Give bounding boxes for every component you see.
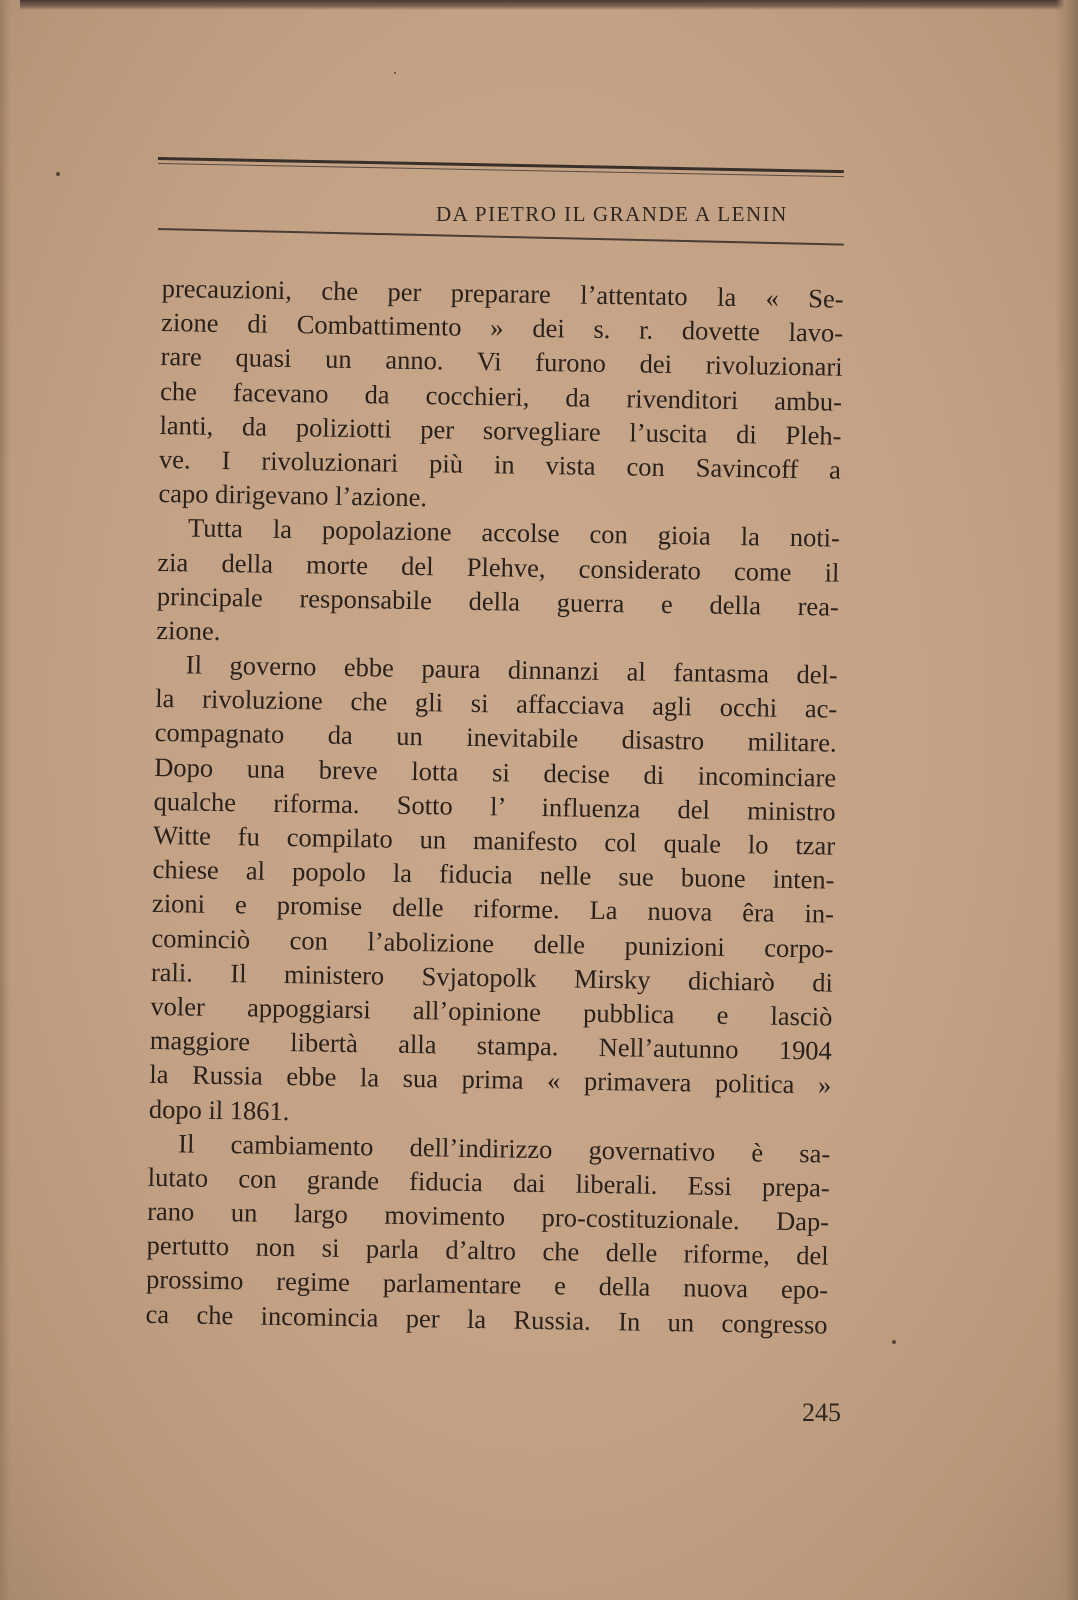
text-line: lutato con grande fiducia dai liberali. Essi prepa- bbox=[147, 1161, 830, 1203]
page-number: 245 bbox=[802, 1398, 841, 1427]
text-line: Tutta la popolazione accolse con gioia la noti- bbox=[187, 512, 841, 553]
text-line: ca che incomincia per la Russia. In un congresso bbox=[145, 1298, 828, 1340]
text-line: zioni e promise delle riforme. La nuova êra in- bbox=[151, 888, 835, 930]
text-line: dopo il 1861. bbox=[148, 1093, 290, 1126]
paper-speck bbox=[394, 72, 396, 74]
page-top-edge bbox=[20, 0, 1078, 10]
text-line: prossimo regime parlamentare e della nuova epo- bbox=[145, 1264, 829, 1306]
text-line: pertutto non si parla d’altro che delle riforme, del bbox=[146, 1230, 829, 1271]
text-line: Il cambiamento dell’indirizzo governativo è sa- bbox=[178, 1128, 831, 1169]
text-line: rare quasi un anno. Vi furono dei rivoluzionari bbox=[160, 341, 843, 383]
text-line: voler appoggiarsi all’opinione pubblica e lasciò bbox=[150, 990, 833, 1032]
text-line: precauzioni, che per preparare l’attentato la « Se- bbox=[161, 272, 844, 314]
text-line: Il governo ebbe paura dinnanzi al fantasma del- bbox=[185, 649, 838, 690]
text-line: qualche riforma. Sotto l’ influenza del ministro bbox=[153, 785, 836, 827]
text-line: capo dirigevano l’azione. bbox=[158, 478, 428, 513]
text-line: che facevano da cocchieri, da rivenditori ambu- bbox=[159, 375, 843, 417]
text-line: la rivoluzione che gli si affacciava agli occhi ac- bbox=[155, 683, 838, 724]
text-line: rano un largo movimento pro-costituzionale. Dap- bbox=[146, 1195, 830, 1237]
text-line: compagnato da un inevitabile disastro militare. bbox=[154, 717, 837, 759]
text-line: Dopo una breve lotta si decise di incominciare bbox=[153, 751, 837, 793]
text-line: zia della morte del Plehve, considerato come il bbox=[157, 546, 840, 588]
paper-speck bbox=[56, 172, 60, 176]
page-right-edge bbox=[1056, 0, 1078, 1600]
text-line: ve. I rivoluzionari più in vista con Savincoff a bbox=[158, 443, 842, 485]
text-line: principale responsabile della guerra e della rea- bbox=[156, 580, 840, 622]
header-rule-bottom bbox=[158, 228, 844, 246]
paper-speck bbox=[892, 1340, 896, 1344]
text-line: cominciò con l’abolizione delle punizioni corpo- bbox=[151, 922, 834, 964]
text-line: zione di Combattimento » dei s. r. dovette lavo- bbox=[160, 307, 844, 348]
running-head: DA PIETRO IL GRANDE A LENIN bbox=[436, 202, 788, 226]
text-line: chiese al popolo la fiducia nelle sue buone inten- bbox=[152, 854, 835, 895]
text-line: lanti, da poliziotti per sorvegliare l’uscita di Pleh- bbox=[159, 409, 842, 451]
text-line: rali. Il ministero Svjatopolk Mirsky dichiarò di bbox=[150, 956, 834, 998]
text-line: Witte fu compilato un manifesto col quale lo tzar bbox=[152, 819, 836, 861]
text-line: la Russia ebbe la sua prima « primavera politica » bbox=[149, 1059, 832, 1100]
text-line: maggiore libertà alla stampa. Nell’autunno 1904 bbox=[149, 1025, 833, 1066]
text-line: zione. bbox=[156, 614, 221, 646]
body-text bbox=[145, 271, 844, 1341]
page-left-edge bbox=[0, 0, 10, 1600]
